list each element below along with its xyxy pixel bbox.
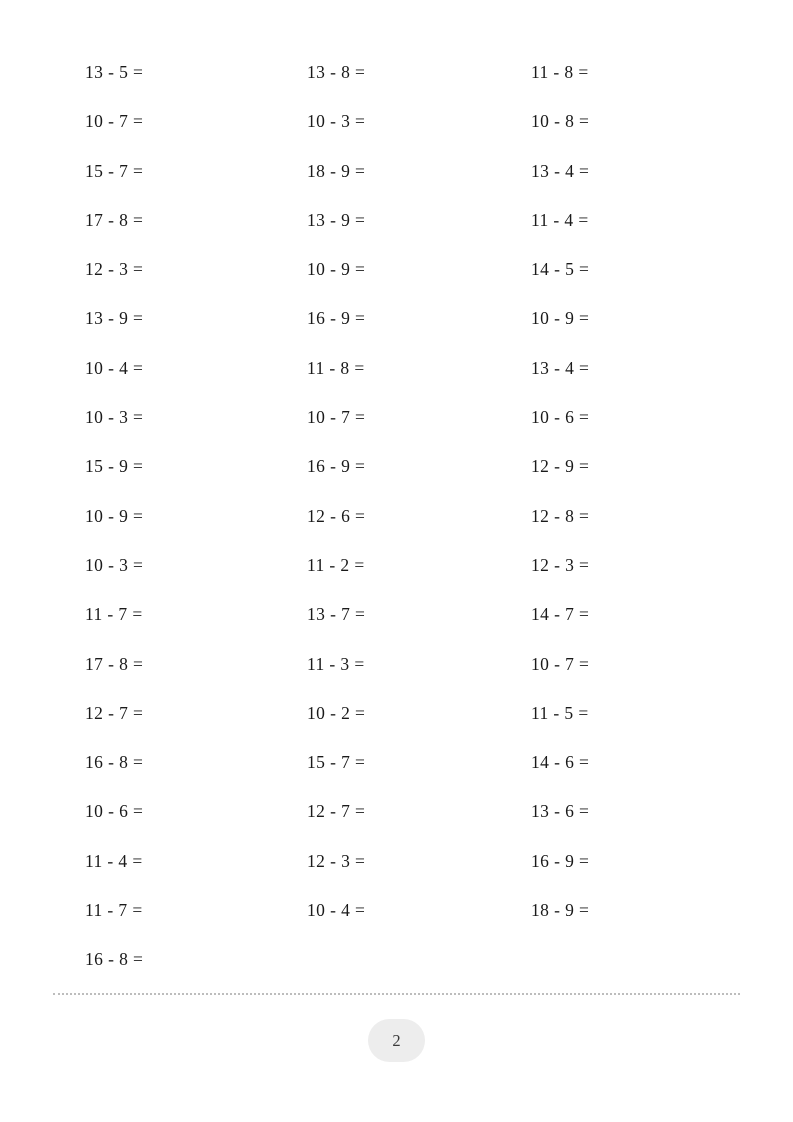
problem-item: 10 - 6 = bbox=[85, 801, 144, 822]
problem-item: 12 - 9 = bbox=[531, 456, 590, 477]
problem-item: 16 - 9 = bbox=[531, 850, 590, 871]
problem-item: 12 - 8 = bbox=[531, 505, 590, 526]
problem-item: 10 - 7 = bbox=[531, 653, 590, 674]
problem-item: 13 - 8 = bbox=[307, 62, 366, 82]
problem-item: 11 - 7 = bbox=[85, 604, 143, 625]
problem-item: 11 - 5 = bbox=[531, 702, 589, 723]
problem-item: 12 - 3 = bbox=[85, 259, 144, 280]
problem-item: 16 - 9 = bbox=[307, 456, 366, 477]
problem-item: 10 - 9 = bbox=[85, 505, 144, 526]
problem-column-2 bbox=[281, 48, 506, 985]
problem-item: 18 - 9 = bbox=[307, 160, 366, 181]
problems-grid bbox=[56, 48, 746, 985]
problem-item: 14 - 5 = bbox=[531, 259, 590, 280]
problem-item: 11 - 3 = bbox=[307, 653, 365, 674]
problem-item: 15 - 9 = bbox=[85, 456, 144, 477]
problem-item: 11 - 7 = bbox=[85, 900, 143, 921]
problem-item: 10 - 3 = bbox=[85, 407, 144, 428]
problem-item: 12 - 7 = bbox=[85, 702, 144, 723]
page-number-badge: 2 bbox=[368, 1019, 425, 1062]
problem-item: 13 - 7 = bbox=[307, 604, 366, 625]
problem-item: 11 - 2 = bbox=[307, 554, 365, 575]
problem-item: 16 - 8 = bbox=[85, 949, 144, 970]
footer-divider bbox=[53, 993, 740, 995]
problem-item: 11 - 8 = bbox=[307, 357, 365, 378]
problem-item: 13 - 9 = bbox=[85, 308, 144, 329]
problem-item: 15 - 7 = bbox=[307, 752, 366, 773]
problem-item: 18 - 9 = bbox=[531, 900, 590, 921]
problem-item: 13 - 4 = bbox=[531, 357, 590, 378]
problem-column-1 bbox=[56, 48, 281, 985]
problem-item: 12 - 7 = bbox=[307, 801, 366, 822]
problem-item: 16 - 9 = bbox=[307, 308, 366, 329]
problem-item: 12 - 6 = bbox=[307, 505, 366, 526]
problem-item: 10 - 3 = bbox=[85, 554, 144, 575]
problem-item: 13 - 4 = bbox=[531, 160, 590, 181]
problem-item: 14 - 6 = bbox=[531, 752, 590, 773]
problem-item: 16 - 8 = bbox=[85, 752, 144, 773]
problem-item: 10 - 4 = bbox=[307, 900, 366, 921]
page-footer bbox=[0, 1019, 793, 1062]
problem-item: 13 - 6 = bbox=[531, 801, 590, 822]
problem-item: 12 - 3 = bbox=[531, 554, 590, 575]
problem-item: 10 - 2 = bbox=[307, 702, 366, 723]
problem-item: 14 - 7 = bbox=[531, 604, 590, 625]
problem-item: 10 - 6 = bbox=[531, 407, 590, 428]
problem-item: 17 - 8 = bbox=[85, 209, 144, 230]
problem-item: 10 - 9 = bbox=[307, 259, 366, 280]
problem-item: 15 - 7 = bbox=[85, 160, 144, 181]
problem-item: 17 - 8 = bbox=[85, 653, 144, 674]
problem-item: 10 - 4 = bbox=[85, 357, 144, 378]
problem-item: 11 - 4 = bbox=[85, 850, 143, 871]
problem-item: 10 - 7 = bbox=[85, 111, 144, 132]
problem-item: 11 - 4 = bbox=[531, 209, 589, 230]
problem-column-3 bbox=[506, 48, 731, 985]
problem-item: 11 - 8 = bbox=[531, 62, 589, 82]
problem-item: 10 - 3 = bbox=[307, 111, 366, 132]
problem-item: 13 - 9 = bbox=[307, 209, 366, 230]
problem-item: 10 - 7 = bbox=[307, 407, 366, 428]
problem-item: 13 - 5 = bbox=[85, 62, 144, 82]
problem-item: 10 - 9 = bbox=[531, 308, 590, 329]
problem-item: 10 - 8 = bbox=[531, 111, 590, 132]
problem-item: 12 - 3 = bbox=[307, 850, 366, 871]
